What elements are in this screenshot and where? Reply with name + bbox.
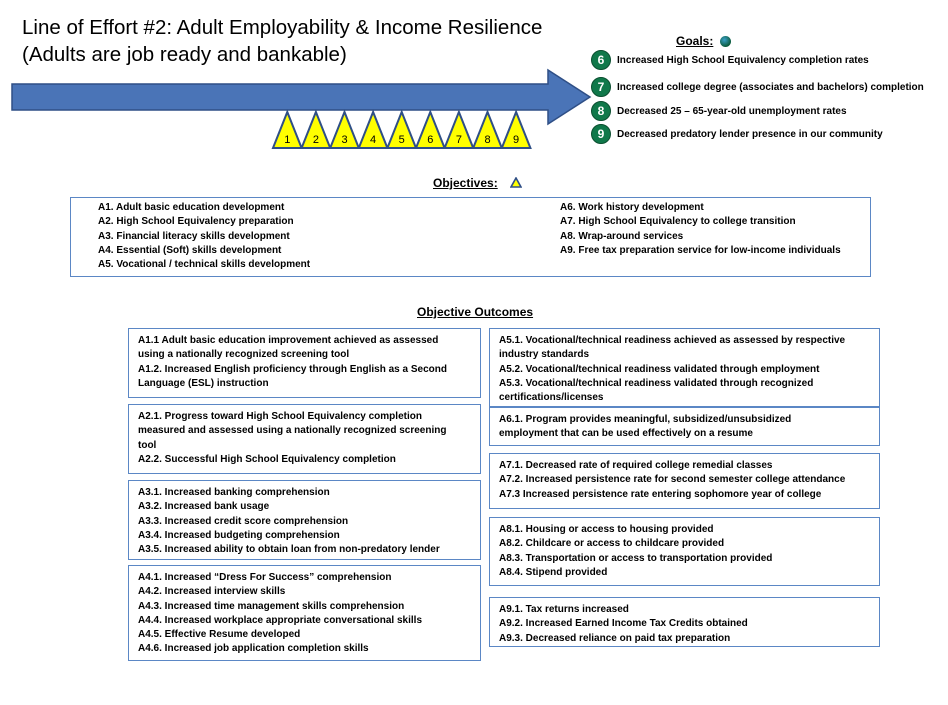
outcome-line: industry standards — [499, 349, 590, 361]
objective-item: A6. Work history development — [560, 202, 704, 213]
outcome-box-a7 — [489, 453, 880, 509]
objectives-left-list — [98, 201, 310, 272]
outcome-line: A5.2. Vocational/technical readiness validated through employment — [499, 363, 820, 375]
triangle-label: 6 — [427, 134, 434, 146]
outcome-line: A1.2. Increased English proficiency through English as a Second — [138, 363, 447, 375]
outcome-line: A3.2. Increased bank usage — [138, 501, 270, 513]
outcome-line: A4.6. Increased job application completion skills — [138, 643, 369, 655]
title-line-2: (Adults are job ready and bankable) — [22, 43, 347, 66]
outcome-line: A6.1. Program provides meaningful, subsidized/unsubsidized — [499, 414, 792, 425]
triangle-label: 9 — [513, 134, 520, 146]
objectives-box — [70, 197, 871, 277]
triangle-label: 3 — [341, 134, 348, 146]
outcome-line: A2.2. Successful High School Equivalency completion — [138, 453, 396, 465]
outcome-line: certifications/licenses — [499, 392, 604, 404]
outcome-line: A4.1. Increased “Dress For Success” comprehension — [138, 572, 392, 583]
objective-item: A3. Financial literacy skills development — [98, 230, 290, 242]
effort-arrow — [12, 70, 590, 124]
outcome-box-a3 — [128, 480, 481, 560]
outcome-box-a2 — [128, 404, 481, 474]
outcomes-title: Objective Outcomes — [417, 305, 534, 319]
outcome-line: A3.1. Increased banking comprehension — [138, 487, 330, 498]
goal-number-icon: 6 — [591, 50, 611, 70]
title-line-1: Line of Effort #2: Adult Employability & Income Resilience — [22, 16, 543, 39]
outcome-line: A2.1. Progress toward High School Equivalency completion — [138, 411, 422, 422]
triangle-label: 1 — [284, 134, 291, 146]
outcome-line: tool — [138, 439, 157, 451]
outcome-line: A7.3 Increased persistence rate entering sophomore year of college — [499, 488, 822, 500]
outcome-line: employment that can be used effectively on a resume — [499, 428, 753, 440]
goal-text: Decreased 25 – 65-year-old unemployment rates — [617, 105, 847, 117]
outcome-line: A7.1. Decreased rate of required college remedial classes — [499, 460, 773, 471]
objectives-title-text: Objectives: — [433, 176, 498, 190]
goal-text: Increased High School Equivalency completion rates — [617, 54, 869, 66]
outcome-line: A5.3. Vocational/technical readiness validated through recognized — [499, 377, 814, 389]
objectives-right-list — [560, 201, 841, 258]
goal-item — [591, 77, 924, 97]
objective-item: A2. High School Equivalency preparation — [98, 216, 294, 228]
outcome-line: A9.1. Tax returns increased — [499, 604, 629, 615]
objective-item: A5. Vocational / technical skills development — [98, 259, 311, 271]
goal-number-icon: 7 — [591, 77, 611, 97]
outcome-line: A4.5. Effective Resume developed — [138, 629, 301, 641]
outcome-line: A4.2. Increased interview skills — [138, 586, 286, 598]
outcome-box-a1 — [128, 328, 481, 398]
goal-number-icon: 9 — [591, 124, 611, 144]
outcome-line: A3.5. Increased ability to obtain loan from non-predatory lender — [138, 544, 440, 556]
objective-item: A8. Wrap-around services — [560, 230, 684, 242]
outcome-line: A8.3. Transportation or access to transportation provided — [499, 552, 773, 564]
objective-item: A9. Free tax preparation service for low-income individuals — [560, 244, 841, 256]
outcome-line: using a nationally recognized screening tool — [138, 349, 350, 361]
outcome-line: A7.2. Increased persistence rate for second semester college attendance — [499, 474, 846, 486]
triangle-group — [273, 112, 530, 148]
outcome-box-a4 — [128, 565, 481, 661]
outcome-line: A3.3. Increased credit score comprehension — [138, 515, 349, 527]
goal-marker-icon — [720, 36, 731, 47]
goals-title: Goals: — [676, 34, 714, 48]
outcome-line: A9.3. Decreased reliance on paid tax preparation — [499, 632, 731, 644]
outcome-line: A4.4. Increased workplace appropriate conversational skills — [138, 614, 423, 626]
outcome-line: A8.1. Housing or access to housing provided — [499, 524, 714, 535]
outcome-line: A3.4. Increased budgeting comprehension — [138, 529, 340, 541]
goal-text: Increased college degree (associates and bachelors) completion — [617, 81, 924, 93]
goal-item — [591, 124, 883, 144]
goal-number-icon: 8 — [591, 101, 611, 121]
objective-item: A1. Adult basic education development — [98, 202, 285, 213]
outcome-line: Language (ESL) instruction — [138, 377, 269, 389]
triangle-label: 5 — [398, 134, 405, 146]
triangle-label: 7 — [455, 134, 462, 146]
outcome-line: A4.3. Increased time management skills comprehension — [138, 600, 405, 612]
outcome-box-a9 — [489, 597, 880, 647]
outcome-line: A8.2. Childcare or access to childcare provided — [499, 538, 725, 550]
outcome-box-a6 — [489, 407, 880, 446]
objective-item: A4. Essential (Soft) skills development — [98, 244, 282, 256]
objective-item: A7. High School Equivalency to college transition — [560, 216, 796, 228]
outcome-line: A9.2. Increased Earned Income Tax Credits obtained — [499, 618, 748, 630]
outcome-line: A8.4. Stipend provided — [499, 566, 608, 578]
objectives-title — [433, 176, 498, 190]
objective-triangle-icon — [510, 177, 522, 188]
triangle-label: 8 — [484, 134, 491, 146]
outcome-line: A1.1 Adult basic education improvement achieved as assessed — [138, 335, 439, 346]
outcome-box-a8 — [489, 517, 880, 586]
triangle-label: 2 — [312, 134, 319, 146]
outcome-line: measured and assessed using a nationally recognized screening — [138, 425, 447, 437]
goal-text: Decreased predatory lender presence in our community — [617, 128, 883, 140]
triangle-label: 4 — [370, 134, 377, 146]
goal-item — [591, 101, 847, 121]
outcome-line: A5.1. Vocational/technical readiness achieved as assessed by respective — [499, 335, 846, 346]
outcome-box-a5 — [489, 328, 880, 407]
goal-item — [591, 50, 869, 70]
